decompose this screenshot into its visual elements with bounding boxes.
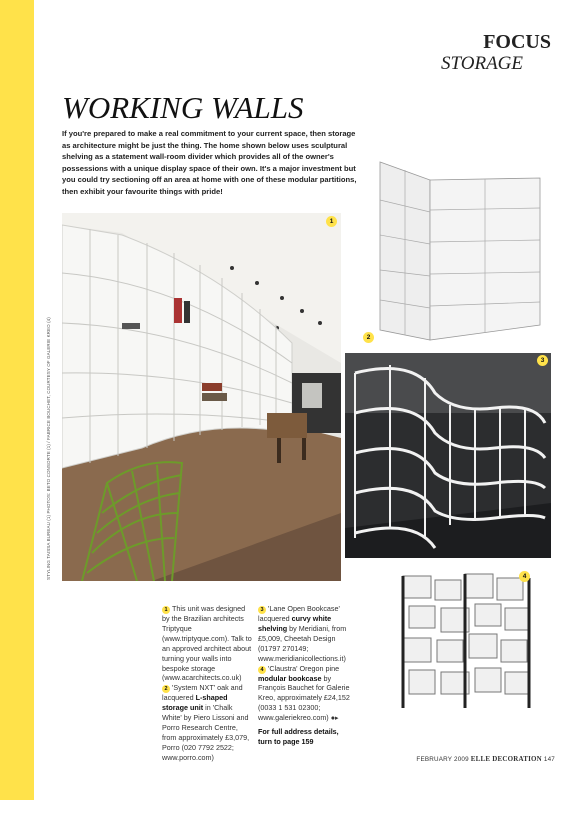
caption-badge-3: 3 xyxy=(258,606,266,614)
photo-modular-bookcase xyxy=(395,568,543,713)
photo-badge-2: 2 xyxy=(363,332,374,343)
caption-badge-4: 4 xyxy=(258,666,266,674)
caption-item-3: 3 'Lane Open Bookcase' lacquered curvy white shelving by Meridiani, from £5,009, Cheetah Design (01797 270149; www.meridianicollections.it) xyxy=(258,604,347,663)
issue-date: FEBRUARY 2009 xyxy=(416,756,469,763)
caption-column-1 xyxy=(162,604,254,763)
magazine-name: ELLE DECORATION xyxy=(470,755,542,763)
caption-item-1: 1 This unit was designed by the Brazilian architects Triptyque (www.triptyque.com). Talk to an approved architect about turning your walls into bespoke storage (www.acarchitects.co.uk) xyxy=(162,604,252,683)
photo-curvy-shelving xyxy=(345,353,551,558)
page-number: 147 xyxy=(543,756,555,763)
caption-item-4: 4 'Claustra' Oregon pine modular bookcase by François Bauchet for Galerie Kreo, approximately £24,152 (0033 1 531 02300; www.galeriekreo.com) ●▸ xyxy=(258,663,350,723)
photo-badge-1: 1 xyxy=(326,216,337,227)
photo-badge-3: 3 xyxy=(537,355,548,366)
section-label: FOCUS xyxy=(483,31,551,53)
photo-l-shaped-unit xyxy=(360,160,550,345)
article-title: WORKING WALLS xyxy=(62,90,304,125)
page-footer xyxy=(416,755,555,763)
yellow-edge-bar xyxy=(0,0,34,800)
caption-badge-1: 1 xyxy=(162,606,170,614)
caption-column-2 xyxy=(258,604,350,747)
photo-credit: STYLING TAISSA BUREAU (1) PHOTOS: BETO CONSORTE (1) / FABRICE BOUCHET, COURTESY OF GALERIE KREO (4) xyxy=(46,317,51,580)
photo-interior-wall xyxy=(62,213,341,581)
address-details-note: For full address details, turn to page 159 xyxy=(258,727,339,746)
photo-badge-4: 4 xyxy=(519,571,530,582)
caption-item-2: 2 'System NXT' oak and lacquered L-shaped storage unit in 'Chalk White' by Piero Lissoni and Porro Research Centre, from approximately £3,079, Porro (020 7792 2522; www.porro.com) xyxy=(162,683,250,762)
caption-badge-2: 2 xyxy=(162,685,170,693)
article-intro: If you're prepared to make a real commitment to your current space, then storage as architecture might be just the thing. The home shown below uses sculptural shelving as a statement wall-room divider which provides all of the owner's possessions with a unique display space of their own. It's a major investment but you could try sectioning off an area at home with one of these modular partitions, then exhibit your favourite things with pride! xyxy=(62,129,357,196)
subsection-label: STORAGE xyxy=(441,53,523,74)
